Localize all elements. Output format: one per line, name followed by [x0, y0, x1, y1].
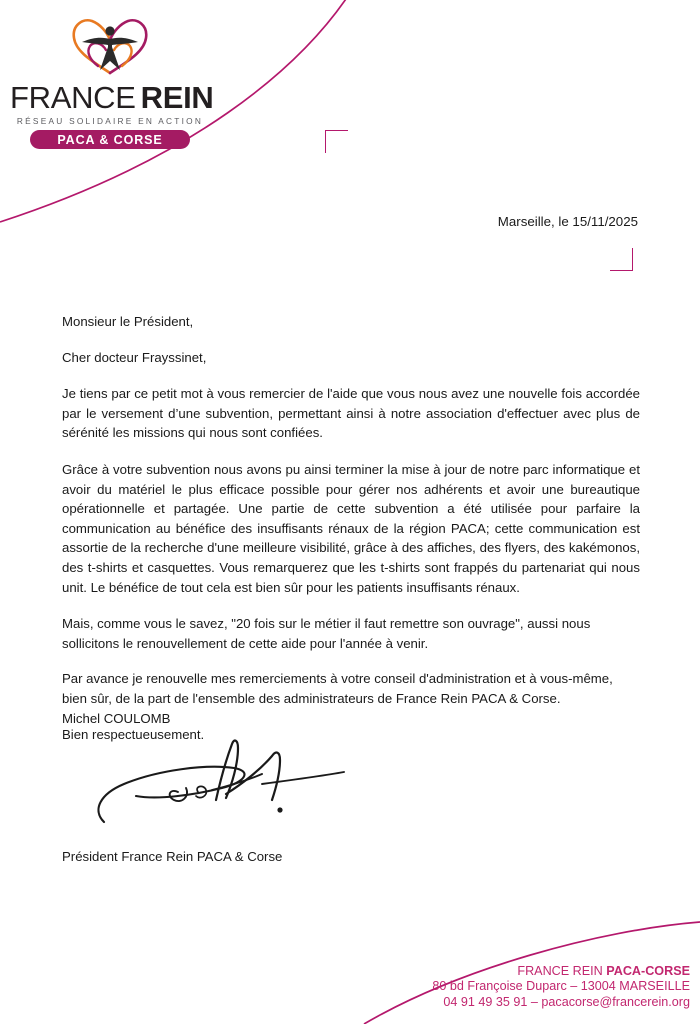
- letter-paragraph-1: Je tiens par ce petit mot à vous remercier de l'aide que vous nous avez une nouvelle fois accordée par le versement d’une subvention, permettant ainsi à notre association d'effectuer avec plus de sérénité les missions qui nous sont confiées.: [62, 386, 640, 441]
- footer-address: 80 bd Françoise Duparc – 13004 MARSEILLE: [432, 979, 690, 993]
- logo-tagline: RÉSEAU SOLIDAIRE EN ACTION: [16, 116, 204, 126]
- signer-name: Michel COULOMB: [62, 711, 171, 726]
- footer-phone-email: 04 91 49 35 91 – pacacorse@francerein.org: [443, 994, 690, 1009]
- salutation-line-2: Cher docteur Frayssinet,: [62, 349, 207, 365]
- letter-paragraph-4: Par avance je renouvelle mes remerciements à votre conseil d'administration et à vous-même, bien sûr, de la part de l'ensemble des administrateurs de France Rein PACA & Corse.: [62, 671, 613, 706]
- footer-org-light: FRANCE REIN: [517, 963, 607, 978]
- footer-contact-block: [432, 964, 690, 1011]
- logo-word-rein: REIN: [140, 80, 214, 115]
- letter-body: [62, 312, 640, 744]
- logo-region-badge: PACA & CORSE: [30, 130, 190, 149]
- letter-date: Marseille, le 15/11/2025: [497, 214, 638, 229]
- heart-person-logo-icon: [62, 14, 158, 80]
- letter-closing: Bien respectueusement.: [62, 726, 205, 742]
- letter-paragraph-2: Grâce à votre subvention nous avons pu ainsi terminer la mise à jour de notre parc informatique et avoir du matériel le plus efficace possible pour gérer nos adhérents et avoir une bureautique opérationnelle et partagée. Une partie de cette subvention a été utilisée pour parfaire la communication au bénéfice des insuffisants rénaux de la région PACA; cette communication est assortie de la recherche d'une meilleure visibilité, grâce à des affiches, des flyers, des kakémonos, des t-shirts et casquettes. Vous remarquerez que les t-shirts sont frappés du partenariat qui nous unit. Le bénéfice de tout cela est bien sûr pour les patients insuffisants rénaux.: [62, 461, 640, 595]
- corner-bracket-top-left: [325, 130, 348, 153]
- letter-paragraph-3: Mais, comme vous le savez, "20 fois sur le métier il faut remettre son ouvrage", aussi nous sollicitons le renouvellement de cette aide pour l'année à venir.: [62, 616, 591, 651]
- footer-org-bold: PACA-CORSE: [606, 963, 690, 978]
- handwritten-signature: [66, 730, 386, 840]
- logo-wordmark: [10, 80, 214, 115]
- signer-title: Président France Rein PACA & Corse: [62, 849, 283, 864]
- footer-organization: [432, 964, 690, 980]
- salutation-line-1: Monsieur le Président,: [62, 314, 194, 329]
- corner-bracket-bottom-right: [610, 248, 633, 271]
- letterhead: [10, 14, 214, 149]
- logo-word-france: FRANCE: [10, 80, 136, 115]
